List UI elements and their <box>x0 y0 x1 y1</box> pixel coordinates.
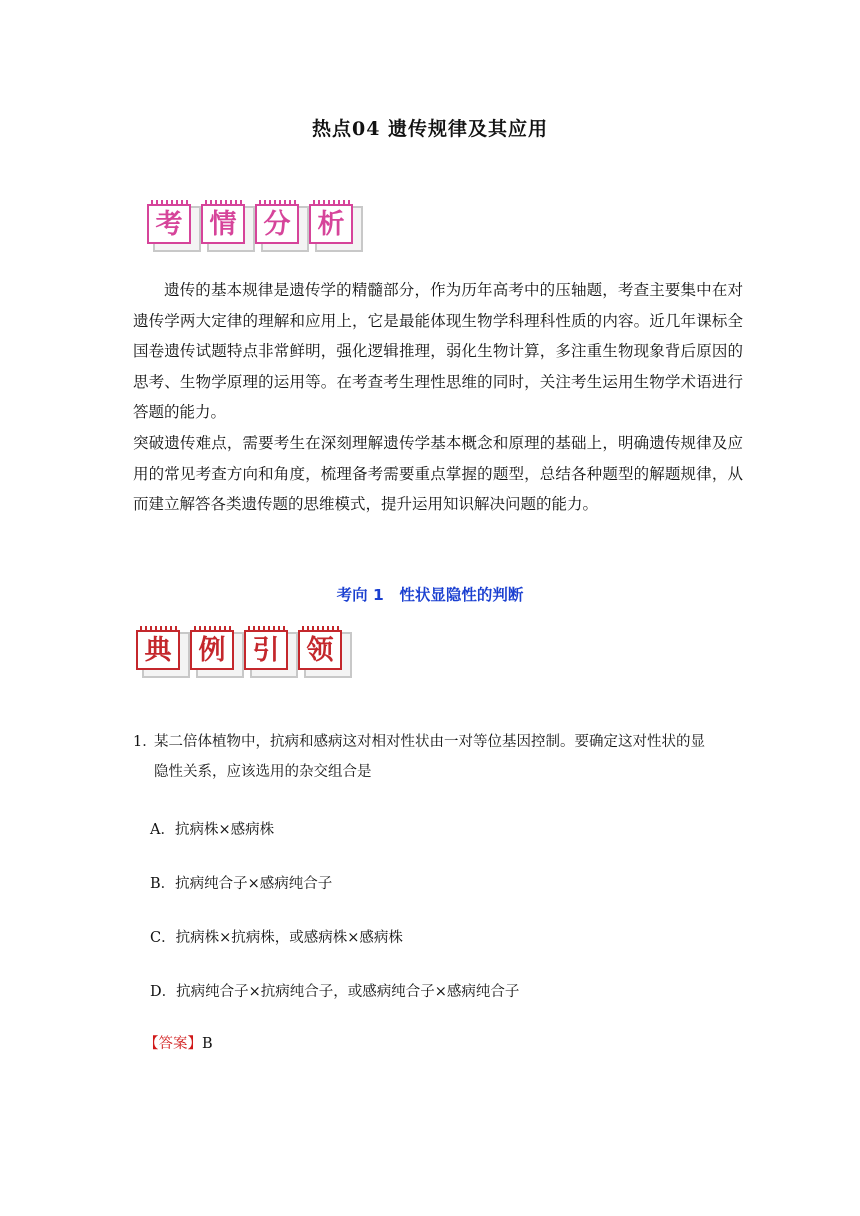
option-c: C．抗病株×抗病株，或感病株×感病株 <box>150 930 403 946</box>
answer-value: B <box>202 1036 213 1052</box>
badge-char: 析 <box>309 204 353 244</box>
badge-tile <box>147 200 195 246</box>
analysis-badge-row <box>147 200 357 246</box>
option-d: D．抗病纯合子×抗病纯合子，或感病纯合子×感病纯合子 <box>150 984 520 1000</box>
badge-tile <box>309 200 357 246</box>
badge-tile <box>136 626 184 672</box>
answer-tag: 【答案】 <box>144 1036 202 1052</box>
badge-char: 考 <box>147 204 191 244</box>
badge-tile <box>190 626 238 672</box>
option-b: B．抗病纯合子×感病纯合子 <box>150 876 333 892</box>
intro-paragraph-1: 遗传的基本规律是遗传学的精髓部分，作为历年高考中的压轴题，考查主要集中在对遗传学两大定律的理解和应用上，它是最能体现生物学科理科性质的内容。近几年课标全国卷遗传试题特点非常鲜明，强化逻辑推理，弱化生物计算，多注重生物现象背后原因的思考、生物学原理的运用等。在考查考生理性思维的同时，关注考生运用生物学术语进行答题的能力。 <box>133 281 743 421</box>
question-text-line-2: 隐性关系，应该选用的杂交组合是 <box>154 764 372 780</box>
badge-char: 引 <box>244 630 288 670</box>
question-text-line-1: 某二倍体植物中，抗病和感病这对相对性状由一对等位基因控制。要确定这对性状的显 <box>154 734 705 750</box>
badge-char: 典 <box>136 630 180 670</box>
badge-char: 情 <box>201 204 245 244</box>
answer-line <box>144 1032 213 1053</box>
badge-char: 分 <box>255 204 299 244</box>
badge-char: 例 <box>190 630 234 670</box>
badge-tile <box>255 200 303 246</box>
example-badge-row <box>136 626 346 672</box>
badge-tile <box>201 200 249 246</box>
badge-char: 领 <box>298 630 342 670</box>
page-title: 热点04 遗传规律及其应用 <box>311 118 549 140</box>
question-number: 1． <box>133 734 157 750</box>
question-stem <box>133 727 753 787</box>
intro-paragraph-2: 突破遗传难点，需要考生在深刻理解遗传学基本概念和原理的基础上，明确遗传规律及应用的常见考查方向和角度，梳理备考需要重点掌握的题型，总结各种题型的解题规律，从而建立解答各类遗传题的思维模式，提升运用知识解决问题的能力。 <box>133 434 743 513</box>
badge-tile <box>298 626 346 672</box>
section-heading: 考向 1 性状显隐性的判断 <box>336 586 524 604</box>
badge-tile <box>244 626 292 672</box>
option-a: A．抗病株×感病株 <box>150 822 275 838</box>
